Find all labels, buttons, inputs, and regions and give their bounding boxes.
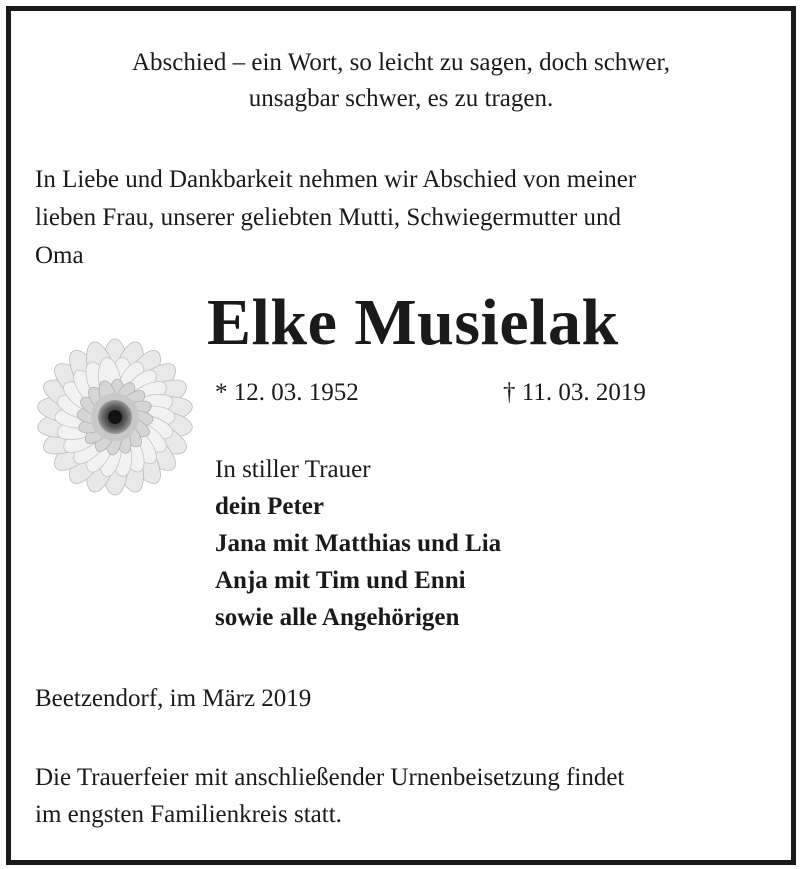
gerbera-flower-icon bbox=[25, 331, 201, 507]
mourner-name: dein Peter bbox=[215, 493, 324, 520]
verse-line-2: unsagbar schwer, es zu tragen. bbox=[248, 85, 554, 112]
deceased-name: Elke Musielak bbox=[207, 286, 619, 359]
intro-line-3: Oma bbox=[35, 242, 84, 269]
intro-text bbox=[35, 161, 767, 275]
intro-line-2: lieben Frau, unserer geliebten Mutti, Schwiegermutter und bbox=[35, 204, 621, 231]
funeral-line-2: im engsten Familienkreis statt. bbox=[35, 801, 342, 828]
death-date: † 11. 03. 2019 bbox=[503, 379, 646, 406]
mourners-intro: In stiller Trauer bbox=[215, 456, 371, 483]
intro-line-1: In Liebe und Dankbarkeit nehmen wir Abschied von meiner bbox=[35, 166, 637, 193]
mourner-name: sowie alle Angehörigen bbox=[215, 604, 460, 631]
birth-date: * 12. 03. 1952 bbox=[215, 379, 359, 406]
mourners-block bbox=[215, 451, 501, 636]
funeral-line-1: Die Trauerfeier mit anschließender Urnenbeisetzung findet bbox=[35, 764, 625, 791]
funeral-note bbox=[35, 759, 767, 833]
mourner-name: Anja mit Tim und Enni bbox=[215, 567, 466, 594]
place-date: Beetzendorf, im März 2019 bbox=[35, 685, 312, 712]
mourner-name: Jana mit Matthias und Lia bbox=[215, 530, 502, 557]
verse bbox=[11, 45, 791, 117]
obituary-frame bbox=[6, 6, 796, 865]
verse-line-1: Abschied – ein Wort, so leicht zu sagen, doch schwer, bbox=[131, 49, 671, 76]
